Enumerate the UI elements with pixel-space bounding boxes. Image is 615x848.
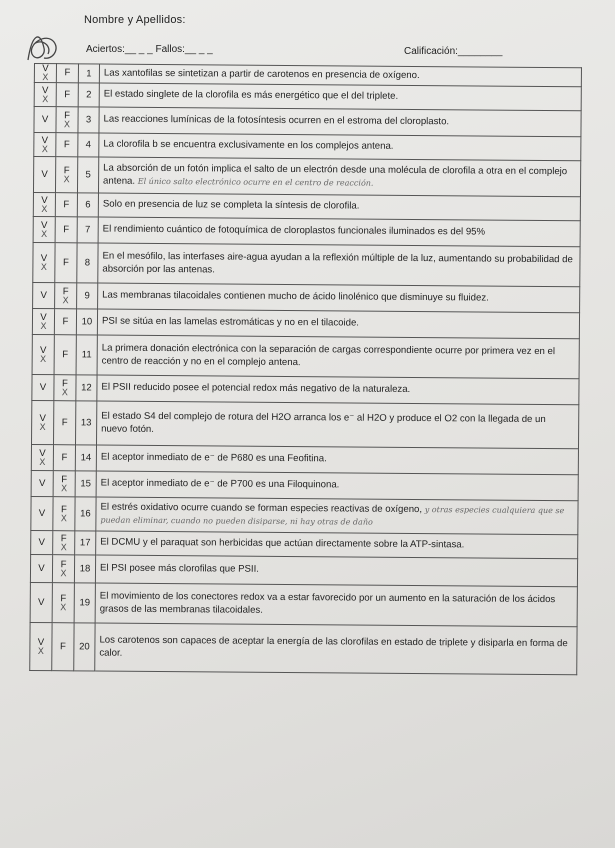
true-box[interactable] xyxy=(33,216,55,242)
false-box-label: F xyxy=(64,88,71,100)
question-number: 6 xyxy=(77,193,98,217)
true-box-label: V xyxy=(38,536,45,548)
false-box[interactable] xyxy=(53,531,75,555)
true-box[interactable] xyxy=(31,496,53,530)
question-number: 2 xyxy=(78,83,99,107)
true-box[interactable] xyxy=(33,242,55,282)
true-box-label: V xyxy=(39,447,46,459)
answer-mark: X xyxy=(41,144,48,155)
false-box-label: F xyxy=(60,558,67,570)
question-text-cell xyxy=(98,283,580,313)
answer-mark: X xyxy=(61,483,68,494)
false-box[interactable] xyxy=(52,555,74,583)
true-box[interactable] xyxy=(30,582,52,622)
answer-mark: X xyxy=(62,295,69,306)
false-box-label: F xyxy=(62,285,69,297)
answer-mark: X xyxy=(37,646,44,657)
answer-mark: X xyxy=(61,387,69,398)
question-text-cell xyxy=(98,157,580,197)
question-row xyxy=(30,582,577,626)
false-box[interactable] xyxy=(56,133,78,157)
true-box[interactable] xyxy=(33,157,55,193)
false-box-label: F xyxy=(59,640,66,652)
question-number: 20 xyxy=(74,623,95,671)
question-number: 5 xyxy=(77,157,98,193)
true-box-label: V xyxy=(39,412,46,424)
true-box[interactable] xyxy=(32,308,54,334)
question-text-cell xyxy=(98,217,580,247)
question-text: El aceptor inmediato de e⁻ de P680 es una Feofitina. xyxy=(100,451,327,465)
true-box[interactable] xyxy=(33,282,55,308)
true-box-label: V xyxy=(38,507,46,519)
question-text-cell xyxy=(99,107,581,137)
question-number: 8 xyxy=(77,243,98,283)
true-box[interactable] xyxy=(30,622,52,670)
answer-mark: X xyxy=(60,542,67,553)
false-box-label: F xyxy=(62,256,69,268)
handwritten-note: y otras especies cualquiera que se puedan eliminar, cuando no pueden disiparse, ni hay otras de daño xyxy=(100,505,565,527)
question-row xyxy=(30,554,577,586)
answer-mark: X xyxy=(41,204,48,215)
false-box[interactable] xyxy=(53,471,75,497)
answer-mark: X xyxy=(42,94,49,105)
answer-mark: X xyxy=(40,321,47,332)
answer-mark: X xyxy=(63,174,70,185)
question-text-cell xyxy=(96,445,578,475)
answer-mark: X xyxy=(60,513,68,524)
answer-mark: X xyxy=(60,602,67,613)
question-text-cell xyxy=(97,335,579,379)
true-box[interactable] xyxy=(31,444,53,470)
true-box-label: V xyxy=(38,596,45,608)
false-box[interactable] xyxy=(54,375,76,401)
question-number: 15 xyxy=(75,471,96,497)
true-false-table xyxy=(29,63,582,675)
question-number: 9 xyxy=(77,283,98,309)
true-box[interactable] xyxy=(33,192,55,216)
question-text: La primera donación electrónica con la separación de cargas correspondiente ocurre por primera vez en el centro de reacción y no en el complejo antena. xyxy=(101,342,556,368)
question-number: 10 xyxy=(76,309,97,335)
question-text: El rendimiento cuántico de fotoquímica de cloroplastos funcionales iluminados es del 95% xyxy=(102,223,486,238)
true-box[interactable] xyxy=(32,400,54,444)
false-box[interactable] xyxy=(55,217,77,243)
true-box-label: V xyxy=(40,252,48,264)
true-box[interactable] xyxy=(32,334,54,374)
false-box-label: F xyxy=(61,416,68,428)
name-label: Nombre y Apellidos: xyxy=(84,14,186,26)
question-text-cell xyxy=(96,497,578,535)
true-box[interactable] xyxy=(31,470,53,496)
false-box-label: F xyxy=(62,348,69,360)
question-number: 13 xyxy=(76,401,97,445)
question-row xyxy=(33,242,580,286)
question-text: La absorción de un fotón implica el salto de un electrón desde una molécula de clorofila a otra en el complejo antena. xyxy=(103,162,568,187)
question-number: 16 xyxy=(75,497,96,531)
question-text: El estrés oxidativo ocurre cuando se forman especies reactivas de oxígeno, xyxy=(100,501,423,516)
question-number: 18 xyxy=(74,555,95,583)
question-text: Las membranas tilacoidales contienen mucho de ácido linolénico que disminuye su fluidez. xyxy=(102,289,489,304)
false-box-label: F xyxy=(63,138,70,150)
question-text-cell xyxy=(97,401,579,449)
question-text-cell xyxy=(97,375,579,405)
answer-mark: X xyxy=(39,457,46,468)
true-box-label: V xyxy=(40,289,47,301)
false-box[interactable] xyxy=(52,583,74,623)
question-text: El estado S4 del complejo de rotura del H2O arranca los e⁻ al H2O y produce el O2 con la llegada de un nuevo fotón. xyxy=(101,410,546,435)
true-box-label: V xyxy=(41,113,49,125)
grade-label: Calificación:________ xyxy=(404,46,503,57)
question-number: 1 xyxy=(78,64,99,83)
false-box[interactable] xyxy=(53,497,75,531)
question-text: El PSII reducido posee el potencial redox más negativo de la naturaleza. xyxy=(101,381,411,396)
true-box-label: V xyxy=(38,562,45,574)
false-box-label: F xyxy=(62,315,69,327)
question-text-cell xyxy=(96,471,578,501)
scribble-signature xyxy=(22,24,66,68)
false-box[interactable] xyxy=(56,64,78,83)
true-box-label: V xyxy=(39,381,47,393)
answer-mark: X xyxy=(42,73,49,84)
question-text: El estado singlete de la clorofila es más energético que el del triplete. xyxy=(103,88,399,103)
false-box-label: F xyxy=(62,377,68,389)
question-number: 19 xyxy=(74,583,95,623)
answer-mark: X xyxy=(40,354,47,365)
true-box[interactable] xyxy=(34,83,56,107)
true-box-label: V xyxy=(39,344,47,356)
false-box[interactable] xyxy=(54,335,76,375)
question-text: El DCMU y el paraquat son herbicidas que actúan directamente sobre la ATP-sintasa. xyxy=(100,536,465,551)
true-box-label: V xyxy=(41,194,48,206)
question-text: En el mesófilo, las interfases aire-agua ayudan a la reflexión múltiple de la luz, aumentando su probabilidad de absorción por las antenas. xyxy=(102,250,573,275)
true-box-label: V xyxy=(41,168,48,180)
true-box[interactable] xyxy=(34,107,56,133)
false-box-label: F xyxy=(60,532,67,544)
question-text-cell xyxy=(95,583,577,627)
question-text: Solo en presencia de luz se completa la síntesis de clorofila. xyxy=(102,198,360,212)
true-box-label: V xyxy=(42,63,49,75)
true-box[interactable] xyxy=(34,133,56,157)
false-box[interactable] xyxy=(53,445,75,471)
true-box[interactable] xyxy=(30,554,52,582)
false-box-label: F xyxy=(63,198,70,210)
question-text: PSI se sitúa en las lamelas estromáticas y no en el tilacoide. xyxy=(101,315,360,329)
false-box-label: F xyxy=(61,503,67,515)
question-row xyxy=(32,400,579,448)
question-row xyxy=(32,334,579,378)
false-box-label: F xyxy=(61,451,68,463)
false-box[interactable] xyxy=(55,243,77,283)
question-text-cell xyxy=(97,309,579,339)
question-text-cell xyxy=(98,243,580,287)
question-number: 14 xyxy=(75,445,96,471)
question-text-cell xyxy=(95,555,577,587)
answer-mark: X xyxy=(60,568,67,579)
true-box[interactable] xyxy=(34,64,56,83)
false-box-label: F xyxy=(63,223,70,235)
true-box-label: V xyxy=(42,84,49,96)
question-number: 3 xyxy=(78,107,99,133)
question-text-cell xyxy=(95,623,577,675)
true-box[interactable] xyxy=(31,530,53,554)
answer-mark: X xyxy=(40,262,48,273)
false-box[interactable] xyxy=(52,623,74,671)
question-row xyxy=(31,496,578,534)
false-box[interactable] xyxy=(55,193,77,217)
false-box-label: F xyxy=(61,473,68,485)
question-text: La clorofila b se encuentra exclusivamente en los complejos antena. xyxy=(103,138,394,153)
false-box-label: F xyxy=(64,109,71,121)
answer-mark: X xyxy=(39,422,46,433)
question-number: 12 xyxy=(76,375,97,401)
true-box-label: V xyxy=(38,477,46,489)
true-box[interactable] xyxy=(32,374,54,400)
false-box-label: F xyxy=(60,592,67,604)
question-text: El movimiento de los conectores redox va a estar favorecido por un aumento en la saturación de los ácidos grasos de las membranas tilacoidales. xyxy=(99,590,556,616)
false-box[interactable] xyxy=(55,283,77,309)
true-box-label: V xyxy=(37,636,45,648)
handwritten-note: El único salto electrónico ocurre en el centro de reacción. xyxy=(137,176,374,188)
question-number: 7 xyxy=(77,217,98,243)
question-text: Las xantofilas se sintetizan a partir de carotenos en presencia de oxígeno. xyxy=(103,67,420,81)
scores-label: Aciertos:__ _ _ Fallos:__ _ _ xyxy=(86,44,213,55)
answer-mark: X xyxy=(41,229,48,240)
question-text: El aceptor inmediato de e⁻ de P700 es una Filoquinona. xyxy=(100,477,340,491)
question-number: 4 xyxy=(78,133,99,157)
question-number: 17 xyxy=(75,531,96,555)
true-box-label: V xyxy=(40,311,47,323)
false-box[interactable] xyxy=(54,309,76,335)
false-box-label: F xyxy=(63,164,70,176)
false-box[interactable] xyxy=(56,83,78,107)
question-row xyxy=(30,622,577,674)
question-text: Las reacciones lumínicas de la fotosíntesis ocurren en el estroma del cloroplasto. xyxy=(103,113,450,128)
true-box-label: V xyxy=(40,219,48,231)
question-text: Los carotenos son capaces de aceptar la energía de las clorofilas en estado de triplete y disiparla en forma de calor. xyxy=(99,634,568,659)
question-row xyxy=(33,157,580,197)
false-box[interactable] xyxy=(54,401,76,445)
true-box-label: V xyxy=(41,134,49,146)
question-number: 11 xyxy=(76,335,97,375)
false-box[interactable] xyxy=(55,157,77,193)
answer-mark: X xyxy=(63,119,71,130)
false-box-label: F xyxy=(64,67,71,79)
false-box[interactable] xyxy=(56,107,78,133)
question-text: El PSI posee más clorofilas que PSII. xyxy=(99,562,259,576)
